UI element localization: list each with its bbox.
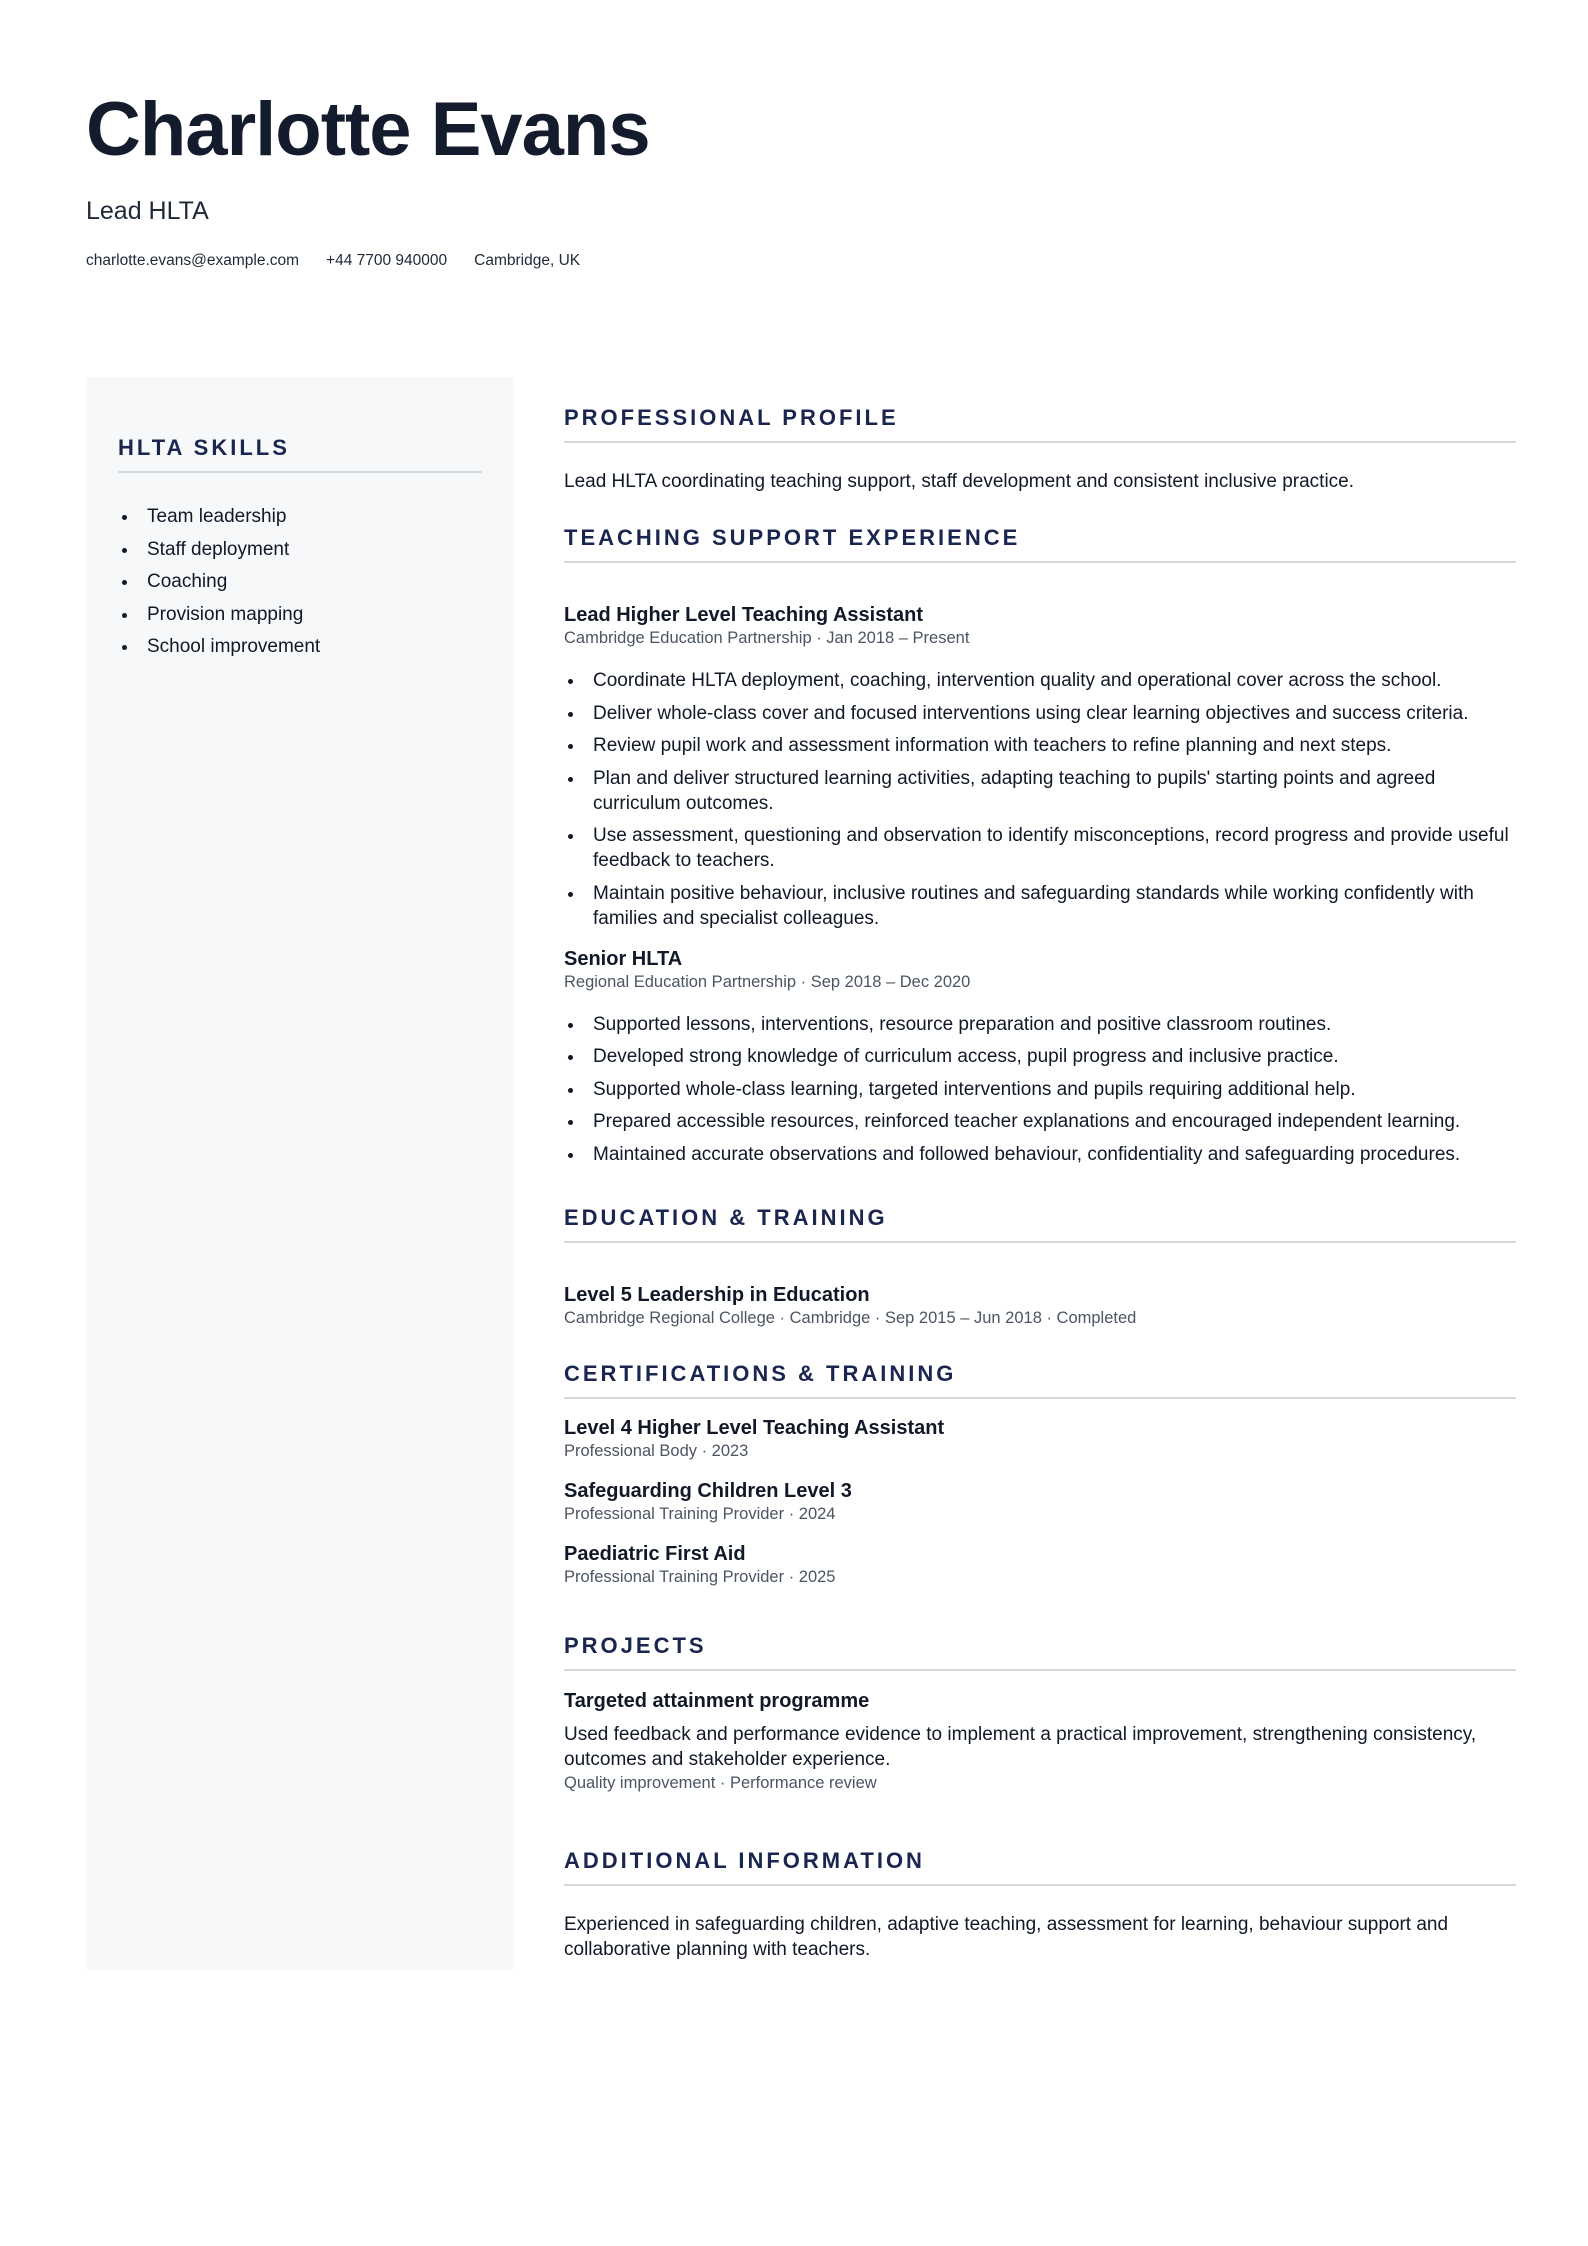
- job-bullet: Maintained accurate observations and followed behaviour, confidentiality and safeguarding procedures.: [564, 1142, 1516, 1167]
- certification-title: Level 4 Higher Level Teaching Assistant: [564, 1417, 945, 1439]
- profile-section: [564, 405, 1516, 494]
- projects-section: [564, 1633, 1516, 1794]
- skills-heading: HLTA SKILLS: [118, 435, 482, 473]
- job-bullet: Prepared accessible resources, reinforced teacher explanations and encouraged independent learning.: [564, 1109, 1516, 1134]
- certification-title: Paediatric First Aid: [564, 1543, 746, 1565]
- experience-section: [564, 525, 1516, 1174]
- job-title: Lead Higher Level Teaching Assistant: [564, 604, 923, 626]
- contact-phone: +44 7700 940000: [326, 252, 448, 269]
- project-entry: [564, 1689, 1516, 1794]
- additional-text: Experienced in safeguarding children, adaptive teaching, assessment for learning, behaviour support and collaborative planning with teachers.: [564, 1914, 1449, 1960]
- job-meta: Regional Education Partnership · Sep 2018 – Dec 2020: [564, 972, 971, 991]
- education-title: Level 5 Leadership in Education: [564, 1284, 870, 1306]
- job-bullet: Maintain positive behaviour, inclusive routines and safeguarding standards while working confidently with families and specialist colleagues.: [564, 881, 1516, 931]
- job-bullet: Review pupil work and assessment information with teachers to refine planning and next steps.: [564, 733, 1516, 758]
- job-bullet: Coordinate HLTA deployment, coaching, intervention quality and operational cover across the school.: [564, 668, 1516, 693]
- project-tags: Quality improvement · Performance review: [564, 1774, 877, 1792]
- education-meta: Cambridge Regional College · Cambridge · Sep 2015 – Jun 2018 · Completed: [564, 1309, 1137, 1327]
- job-bullet: Developed strong knowledge of curriculum access, pupil progress and inclusive practice.: [564, 1044, 1516, 1069]
- contact-email: charlotte.evans@example.com: [86, 252, 300, 269]
- certification-entry: [564, 1479, 1516, 1525]
- certification-meta: Professional Body · 2023: [564, 1442, 749, 1460]
- job-meta: Cambridge Education Partnership · Jan 2018 – Present: [564, 629, 970, 647]
- profile-text: Lead HLTA coordinating teaching support, staff development and consistent inclusive practice.: [564, 471, 1355, 492]
- job-bullet: Supported whole-class learning, targeted interventions and pupils requiring additional help.: [564, 1077, 1516, 1102]
- skill-item: Provision mapping: [118, 599, 482, 632]
- job-entry: [564, 947, 1516, 1167]
- contact-location: Cambridge, UK: [474, 252, 581, 269]
- job-bullet: Plan and deliver structured learning activities, adapting teaching to pupils' starting points and agreed curriculum outcomes.: [564, 766, 1516, 816]
- resume-header: [86, 87, 1506, 270]
- job-bullet: Deliver whole-class cover and focused interventions using clear learning objectives and success criteria.: [564, 701, 1516, 726]
- certification-meta: Professional Training Provider · 2024: [564, 1505, 836, 1523]
- certification-meta: Professional Training Provider · 2025: [564, 1568, 836, 1586]
- contact-line: [86, 252, 1506, 270]
- experience-heading: TEACHING SUPPORT EXPERIENCE: [564, 525, 1516, 563]
- project-description: Used feedback and performance evidence to implement a practical improvement, strengthening consistency, outcomes and stakeholder experience.: [564, 1724, 1477, 1770]
- candidate-name: Charlotte Evans: [86, 87, 650, 172]
- education-section: [564, 1205, 1516, 1329]
- certifications-heading: CERTIFICATIONS & TRAINING: [564, 1361, 1516, 1399]
- education-heading: EDUCATION & TRAINING: [564, 1205, 1516, 1243]
- job-bullets: [564, 1012, 1516, 1167]
- education-entry: [564, 1283, 1516, 1329]
- job-bullets: [564, 668, 1516, 931]
- skills-sidebar: [86, 377, 514, 1970]
- project-title: Targeted attainment programme: [564, 1690, 870, 1712]
- job-bullet: Supported lessons, interventions, resource preparation and positive classroom routines.: [564, 1012, 1516, 1037]
- skill-item: School improvement: [118, 631, 482, 664]
- certification-entry: [564, 1542, 1516, 1588]
- skills-list: [118, 501, 482, 664]
- skill-item: Staff deployment: [118, 534, 482, 567]
- job-bullet: Use assessment, questioning and observation to identify misconceptions, record progress and provide useful feedback to teachers.: [564, 823, 1516, 873]
- profile-heading: PROFESSIONAL PROFILE: [564, 405, 1516, 443]
- skill-item: Coaching: [118, 566, 482, 599]
- certification-entry: [564, 1416, 1516, 1462]
- certifications-section: [564, 1361, 1516, 1588]
- additional-section: [564, 1848, 1516, 1962]
- job-title: Senior HLTA: [564, 947, 683, 970]
- additional-heading: ADDITIONAL INFORMATION: [564, 1848, 1516, 1886]
- certification-title: Safeguarding Children Level 3: [564, 1480, 852, 1502]
- projects-heading: PROJECTS: [564, 1633, 1516, 1671]
- skill-item: Team leadership: [118, 501, 482, 534]
- candidate-role: Lead HLTA: [86, 197, 209, 225]
- job-entry: [564, 603, 1516, 931]
